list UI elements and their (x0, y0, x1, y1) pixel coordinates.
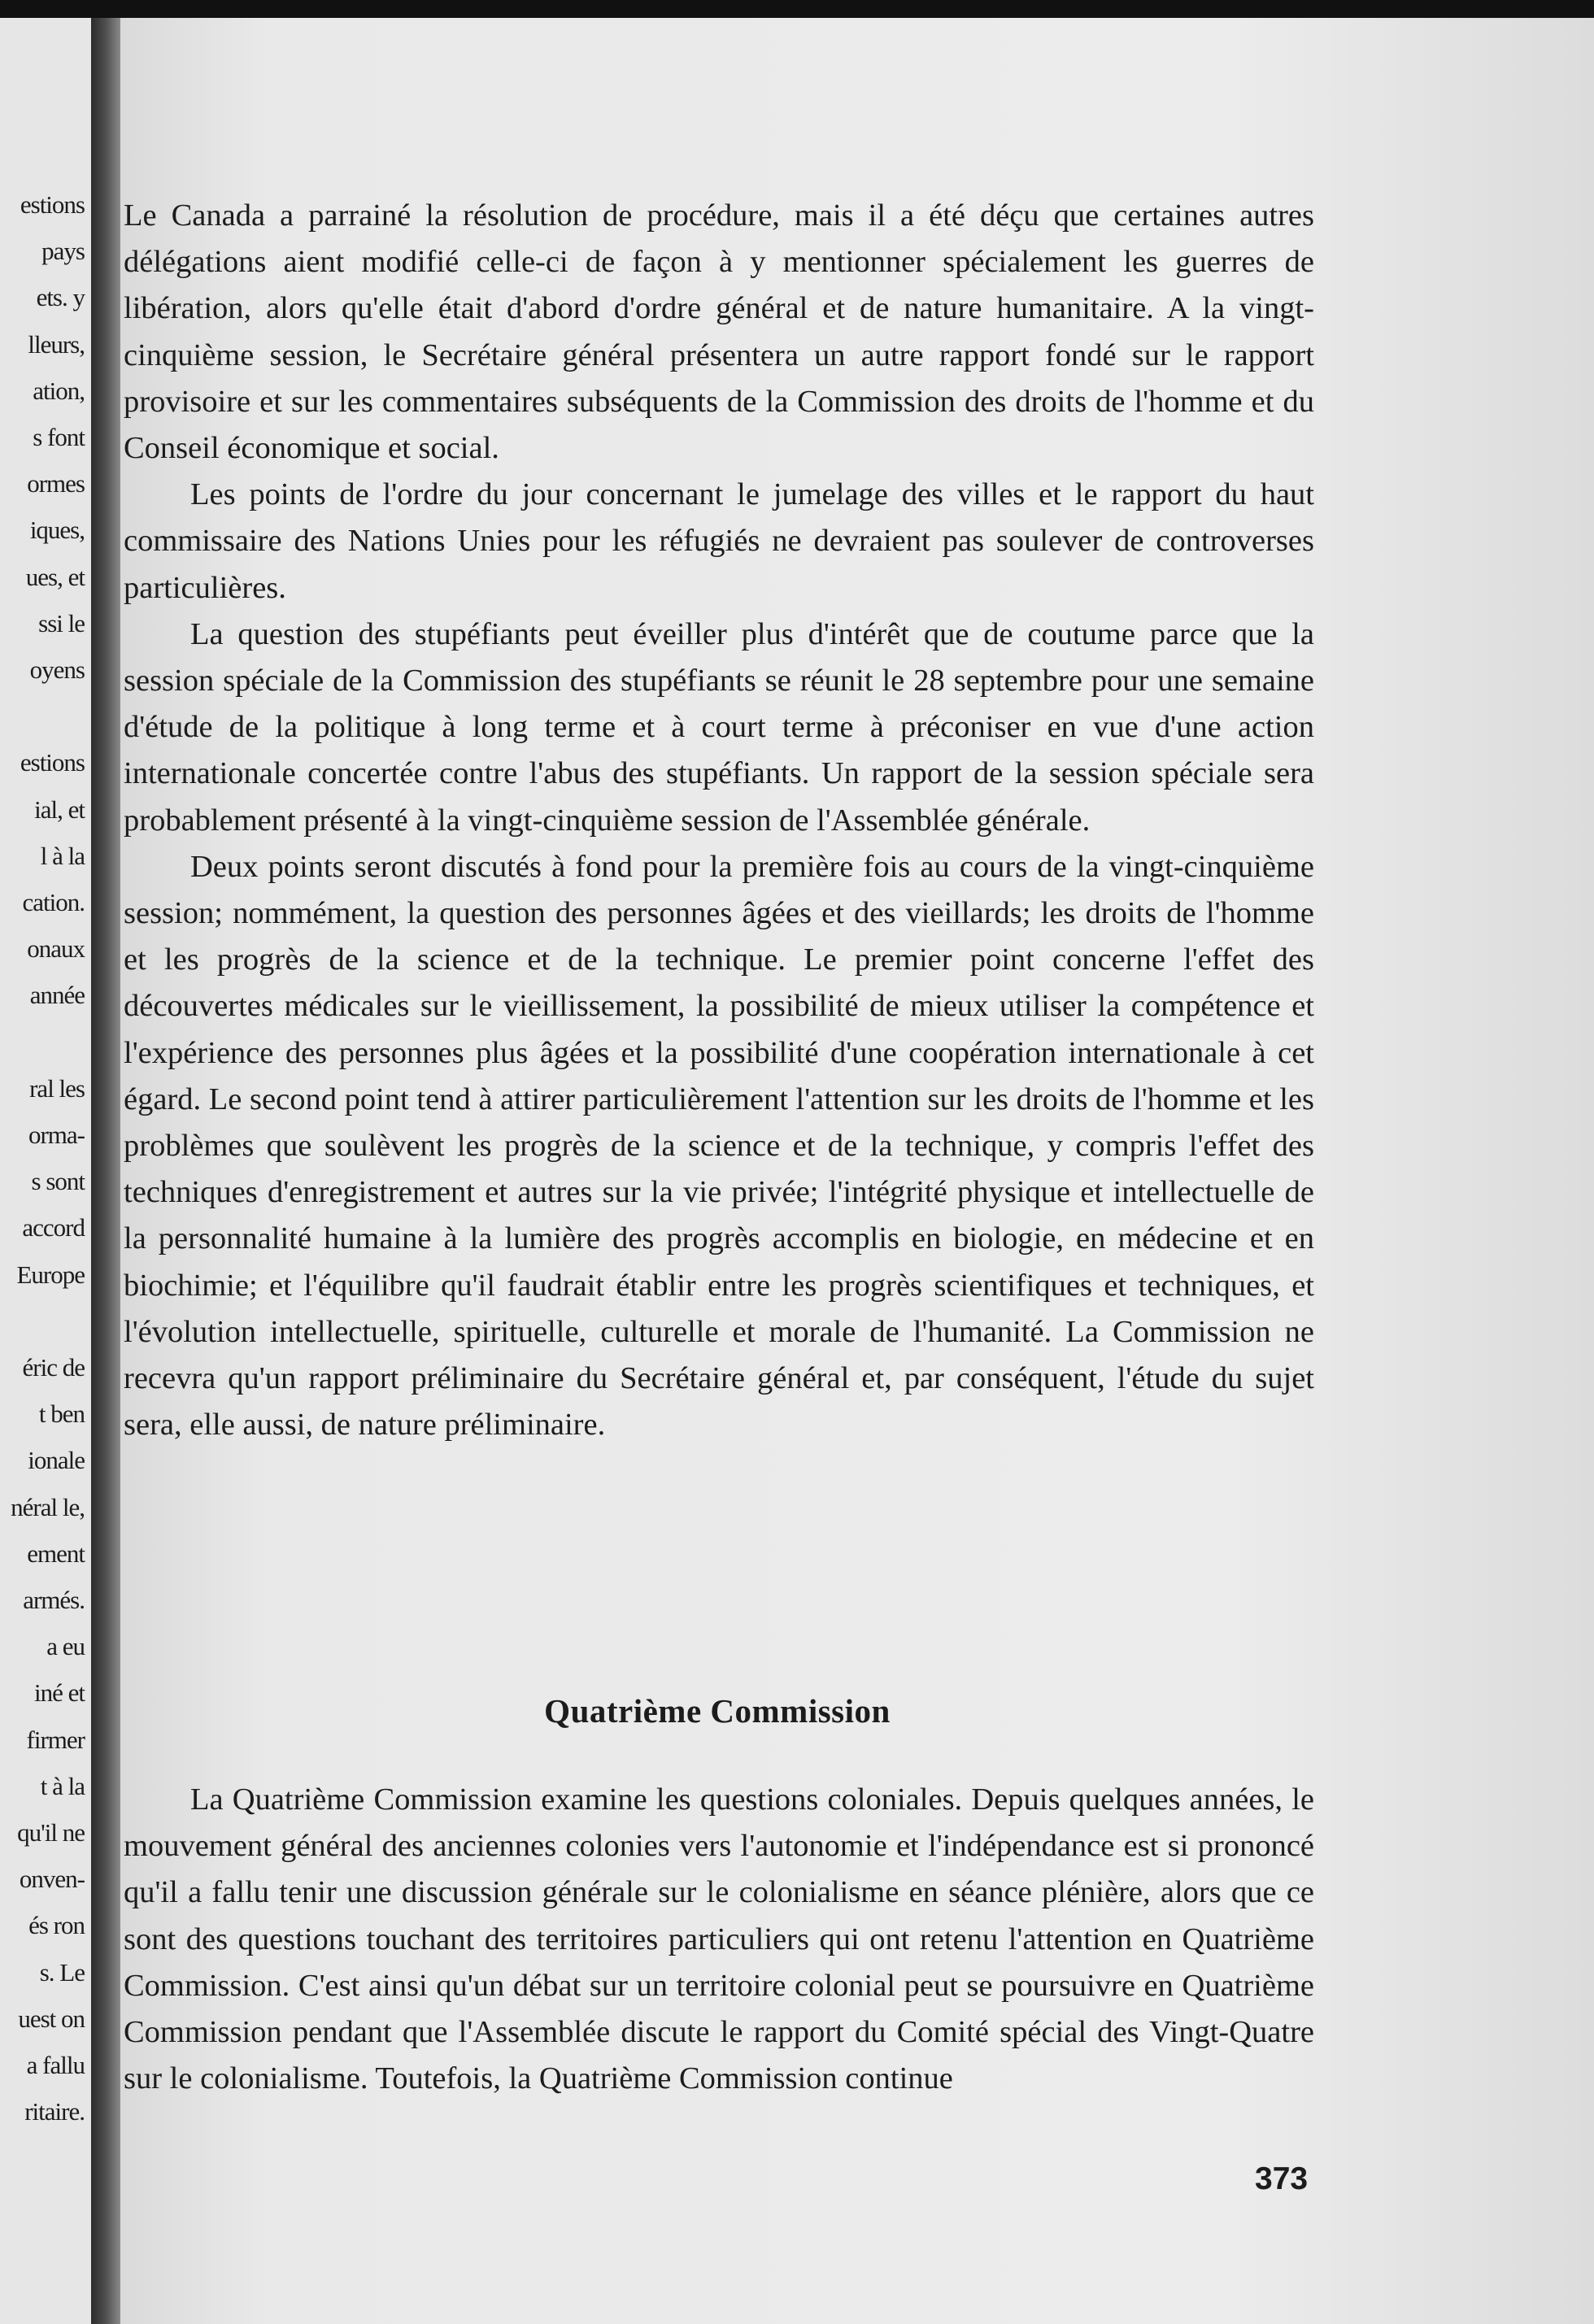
facing-page-fragment: t à la (40, 1771, 85, 1800)
body-text (120, 193, 1314, 1448)
facing-page-fragment: éric de (22, 1353, 85, 1382)
facing-page-fragment: ial, et (34, 794, 85, 824)
facing-page-fragment: a eu (46, 1632, 85, 1661)
facing-page-fragment: armés. (23, 1586, 85, 1614)
facing-page-fragment: ormes (27, 469, 85, 498)
page (120, 18, 1594, 2324)
section-heading: Quatrième Commission (544, 1692, 891, 1730)
facing-page-fragment: firmer (26, 1725, 85, 1754)
section-body (120, 1777, 1314, 2102)
facing-page-fragment: Europe (16, 1260, 85, 1289)
paragraph-stupefiants: La question des stupéfiants peut éveiller plus d'intérêt que de coutume parce que la session spéciale de la Commission des stupéfiants se réunit le 28 septembre pour une semaine d'étude de la politique à long terme et à court terme à préconiser en vue d'une action internationale concertée contre l'abus des stupéfiants. Un rapport de la session spéciale sera probablement présenté à la vingt-cinquième session de l'Assemblée générale. (124, 616, 1314, 838)
facing-page-fragment: l à la (40, 841, 85, 870)
facing-page-fragment: ets. y (36, 283, 85, 312)
facing-page-fragment: ritaire. (24, 2097, 85, 2126)
book-gutter (91, 18, 120, 2324)
paragraph-deux-points: Deux points seront discutés à fond pour la première fois au cours de la vingt-cinquième session; nommément, la question des personnes âgées et des vieillards; les droits de l'homme et les progrès de la science et de la technique. Le premier point concerne l'effet des découvertes médicales sur le vieillissement, la possibilité de mieux utiliser la compétence et l'expérience des personnes plus âgées et la possibilité d'une coopération internationale à cet égard. Le second point tend à attirer particulièrement l'attention sur les droits de l'homme et les problèmes que soulèvent les progrès de la science et de la technique, y compris l'effet des techniques d'enregistrement et autres sur la vie privée; l'intégrité physique et intellectuelle de la personnalité humaine à la lumière des progrès accomplis en biologie, en médecine et en biochimie; et l'équilibre qu'il faudrait établir entre les progrès scientifiques et techniques, et l'évolution intellectuelle, spirituelle, culturelle et morale de l'humanité. La Commission ne recevra qu'un rapport préliminaire du Secrétaire général et, par conséquent, l'étude du sujet sera, elle aussi, de nature préliminaire. (124, 849, 1314, 1443)
facing-page-fragment: onven- (19, 1865, 85, 1894)
facing-page-fragment: oyens (29, 655, 85, 684)
facing-page-fragment: onaux (27, 934, 85, 964)
facing-page-fragment: uest on (18, 2004, 85, 2033)
facing-page-fragment: estions (20, 748, 85, 777)
facing-page-fragment: année (29, 981, 85, 1010)
scan-top-edge (0, 0, 1594, 18)
facing-page-fragment: orma- (28, 1121, 85, 1149)
paragraph-jumelage: Les points de l'ordre du jour concernant le jumelage des villes et le rapport du haut commissaire des Nations Unies pour les réfugiés ne devraient pas soulever de controverses particulières. (124, 477, 1314, 605)
facing-page-fragment: t ben (38, 1399, 85, 1429)
facing-page-fragment: ssi le (38, 608, 85, 638)
paragraph-canada: Le Canada a parrainé la résolution de procédure, mais il a été déçu que certaines autres délégations aient modifié celle-ci de façon à y mentionner spécialement les guerres de libération, alors qu'elle était d'abord d'ordre général et de nature humanitaire. A la vingt-cinquième session, le Secrétaire général présentera un autre rapport fondé sur le rapport provisoire et sur les commentaires subséquents de la Commission des droits de l'homme et du Conseil économique et social. (124, 198, 1314, 466)
paragraph-quatrieme-commission: La Quatrième Commission examine les questions coloniales. Depuis quelques années, le mouvement général des anciennes colonies vers l'autonomie et l'indépendance est si prononcé qu'il a fallu tenir une discussion générale sur le colonialisme en séance plénière, alors que ce sont des questions touchant des territoires particuliers qui ont retenu l'attention en Quatrième Commission. C'est ainsi qu'un débat sur un territoire colonial peut se poursuivre en Quatrième Commission pendant que l'Assemblée discute le rapport du Comité spécial des Vingt-Quatre sur le colonialisme. Toutefois, la Quatrième Commission continue (124, 1782, 1314, 2096)
facing-page-fragment: néral le, (11, 1492, 85, 1521)
facing-page-fragment: lleurs, (28, 329, 85, 359)
facing-page-fragment: estions (20, 190, 85, 219)
facing-page-fragment: ation, (33, 376, 85, 405)
facing-page-fragment: és ron (28, 1911, 85, 1940)
facing-page-fragment: pays (41, 237, 85, 266)
page-number: 373 (1255, 2161, 1309, 2196)
facing-page-fragment: accord (22, 1213, 85, 1243)
facing-page-fragment: cation. (22, 888, 85, 916)
facing-page-fragment: qu'il ne (17, 1818, 85, 1847)
facing-page-fragment: iné et (34, 1678, 85, 1708)
facing-page-fragment: s font (33, 423, 85, 451)
facing-page-fragment: ral les (29, 1073, 85, 1103)
facing-page-fragment: ionale (28, 1446, 85, 1475)
facing-page-fragment: s sont (31, 1167, 85, 1196)
facing-page-fragment: iques, (29, 516, 85, 545)
facing-page-fragment: a fallu (26, 2051, 85, 2079)
facing-page-fragment: s. Le (39, 1957, 85, 1987)
facing-page-fragment: ues, et (25, 562, 85, 591)
facing-page-fragment: ement (27, 1538, 85, 1568)
facing-page-margin (0, 18, 91, 2324)
